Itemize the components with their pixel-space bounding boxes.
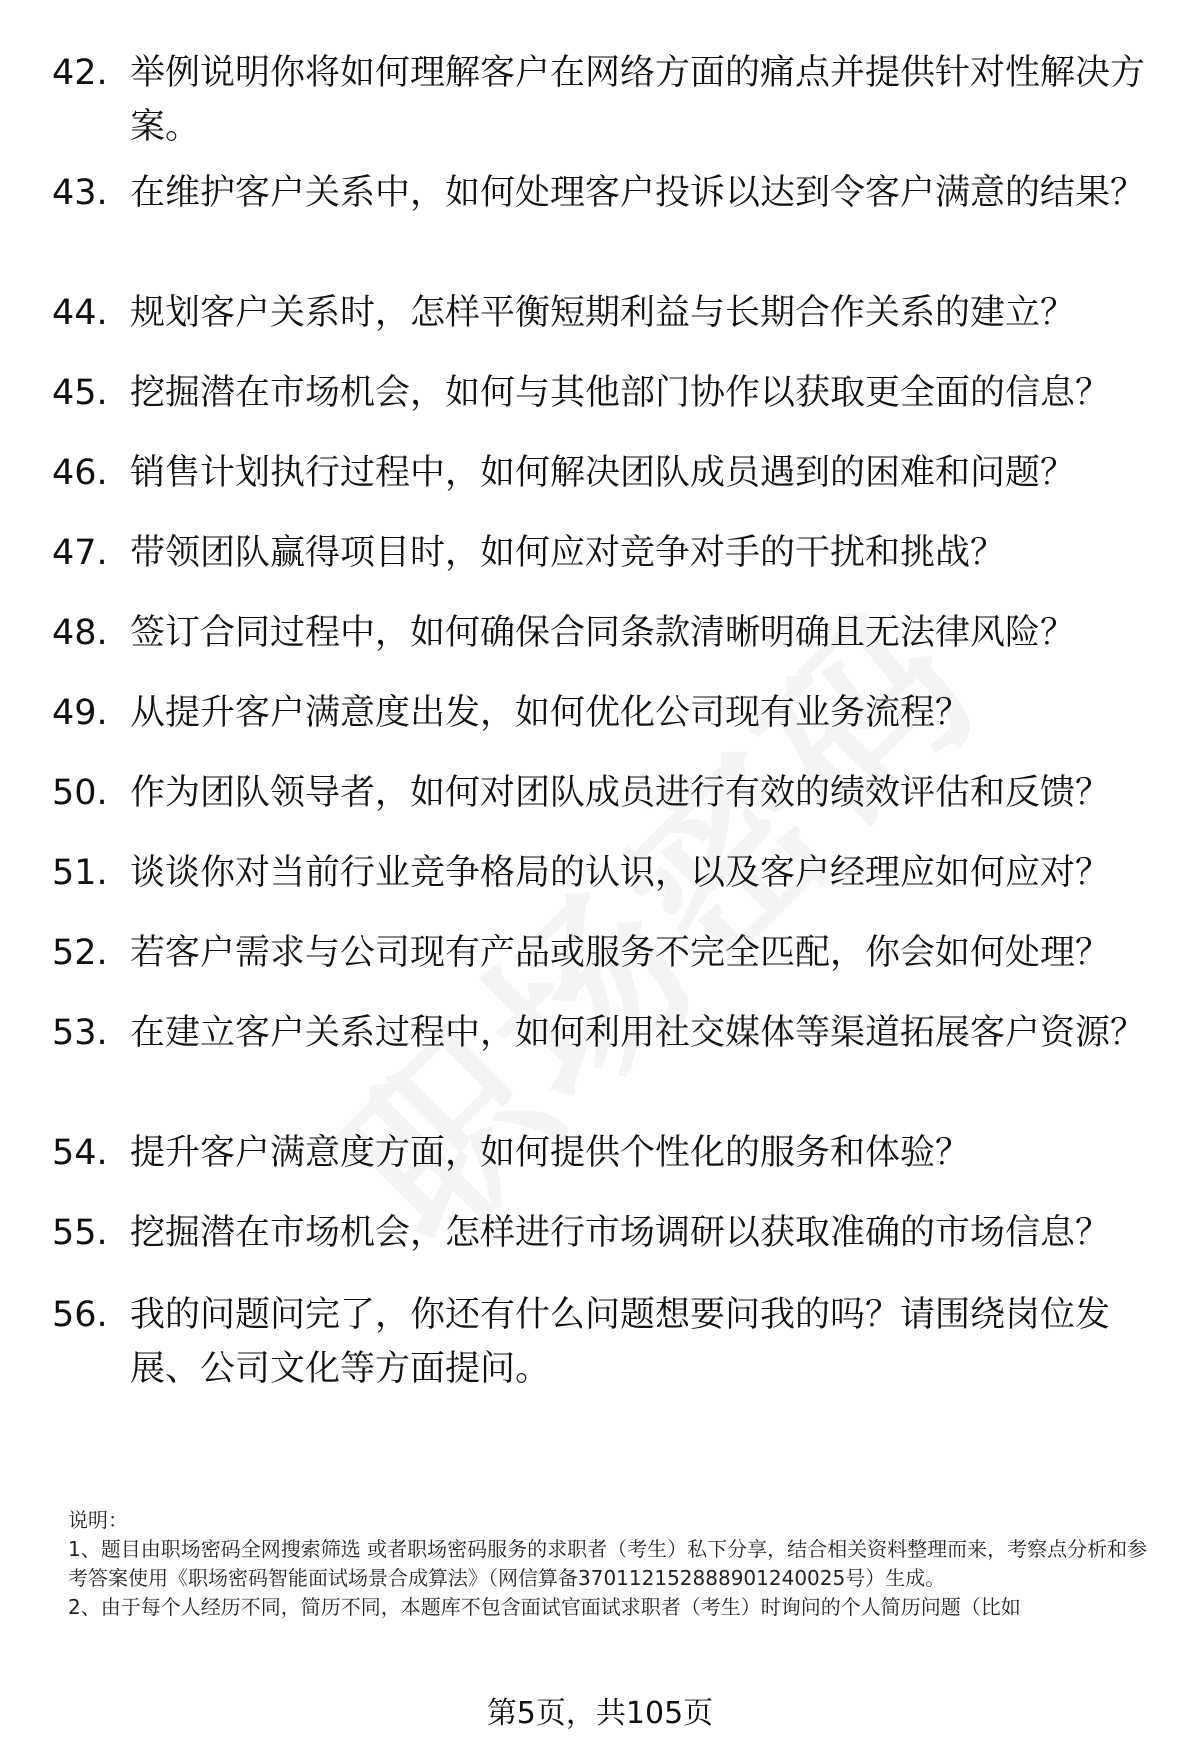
notes-section xyxy=(68,1506,1148,1622)
question-item xyxy=(52,1206,1162,1260)
question-number: 54. xyxy=(52,1133,108,1173)
question-number: 51. xyxy=(52,853,108,893)
question-number: 44. xyxy=(52,293,108,333)
question-number: 55. xyxy=(52,1213,108,1253)
question-item xyxy=(52,606,1162,660)
question-item xyxy=(52,1006,1162,1060)
question-number: 46. xyxy=(52,453,108,493)
question-item xyxy=(52,446,1162,500)
question-item xyxy=(52,1288,1162,1396)
question-text: 若客户需求与公司现有产品或服务不完全匹配，你会如何处理？ xyxy=(130,933,1111,973)
question-text: 规划客户关系时，怎样平衡短期利益与长期合作关系的建立？ xyxy=(130,293,1076,333)
question-item xyxy=(52,846,1162,900)
question-text: 签订合同过程中，如何确保合同条款清晰明确且无法律风险？ xyxy=(130,613,1076,653)
question-text: 我的问题问完了，你还有什么问题想要问我的吗？请围绕岗位发展、公司文化等方面提问。 xyxy=(130,1295,1111,1389)
question-text: 挖掘潜在市场机会，如何与其他部门协作以获取更全面的信息？ xyxy=(130,373,1111,413)
question-number: 56. xyxy=(52,1295,108,1335)
question-text: 销售计划执行过程中，如何解决团队成员遇到的困难和问题？ xyxy=(130,453,1076,493)
question-text: 谈谈你对当前行业竞争格局的认识，以及客户经理应如何应对？ xyxy=(130,853,1111,893)
question-text: 提升客户满意度方面，如何提供个性化的服务和体验？ xyxy=(130,1133,971,1173)
question-item xyxy=(52,286,1162,340)
question-text: 在建立客户关系过程中，如何利用社交媒体等渠道拓展客户资源？ xyxy=(130,1013,1146,1053)
question-number: 52. xyxy=(52,933,108,973)
question-number: 47. xyxy=(52,533,108,573)
question-number: 50. xyxy=(52,773,108,813)
question-number: 45. xyxy=(52,373,108,413)
question-item xyxy=(52,366,1162,420)
question-item xyxy=(52,766,1162,820)
question-item xyxy=(52,1126,1162,1180)
question-text: 作为团队领导者，如何对团队成员进行有效的绩效评估和反馈？ xyxy=(130,773,1111,813)
question-number: 48. xyxy=(52,613,108,653)
question-text: 从提升客户满意度出发，如何优化公司现有业务流程？ xyxy=(130,693,971,733)
question-text: 举例说明你将如何理解客户在网络方面的痛点并提供针对性解决方案。 xyxy=(130,53,1146,147)
question-number: 43. xyxy=(52,173,108,213)
question-number: 42. xyxy=(52,53,108,93)
question-text: 挖掘潜在市场机会，怎样进行市场调研以获取准确的市场信息？ xyxy=(130,1213,1111,1253)
question-item xyxy=(52,686,1162,740)
question-number: 49. xyxy=(52,693,108,733)
question-item xyxy=(52,166,1162,220)
question-item xyxy=(52,526,1162,580)
question-item xyxy=(52,926,1162,980)
notes-heading: 说明： xyxy=(68,1508,128,1532)
page-number: 第5页，共105页 xyxy=(486,1696,714,1731)
question-text: 带领团队赢得项目时，如何应对竞争对手的干扰和挑战？ xyxy=(130,533,1006,573)
notes-item: 2、由于每个人经历不同，简历不同，本题库不包含面试官面试求职者（考生）时询问的个人简历问题（比如 xyxy=(68,1595,1021,1619)
question-number: 53. xyxy=(52,1013,108,1053)
question-text: 在维护客户关系中，如何处理客户投诉以达到令客户满意的结果？ xyxy=(130,173,1146,213)
notes-item: 1、题目由职场密码全网搜索筛选 或者职场密码服务的求职者（考生）私下分享，结合相关资料整理而来，考察点分析和参考答案使用《职场密码智能面试场景合成算法》（网信算备370112152888901240025号）生成。 xyxy=(68,1537,1148,1590)
question-item xyxy=(52,46,1162,154)
